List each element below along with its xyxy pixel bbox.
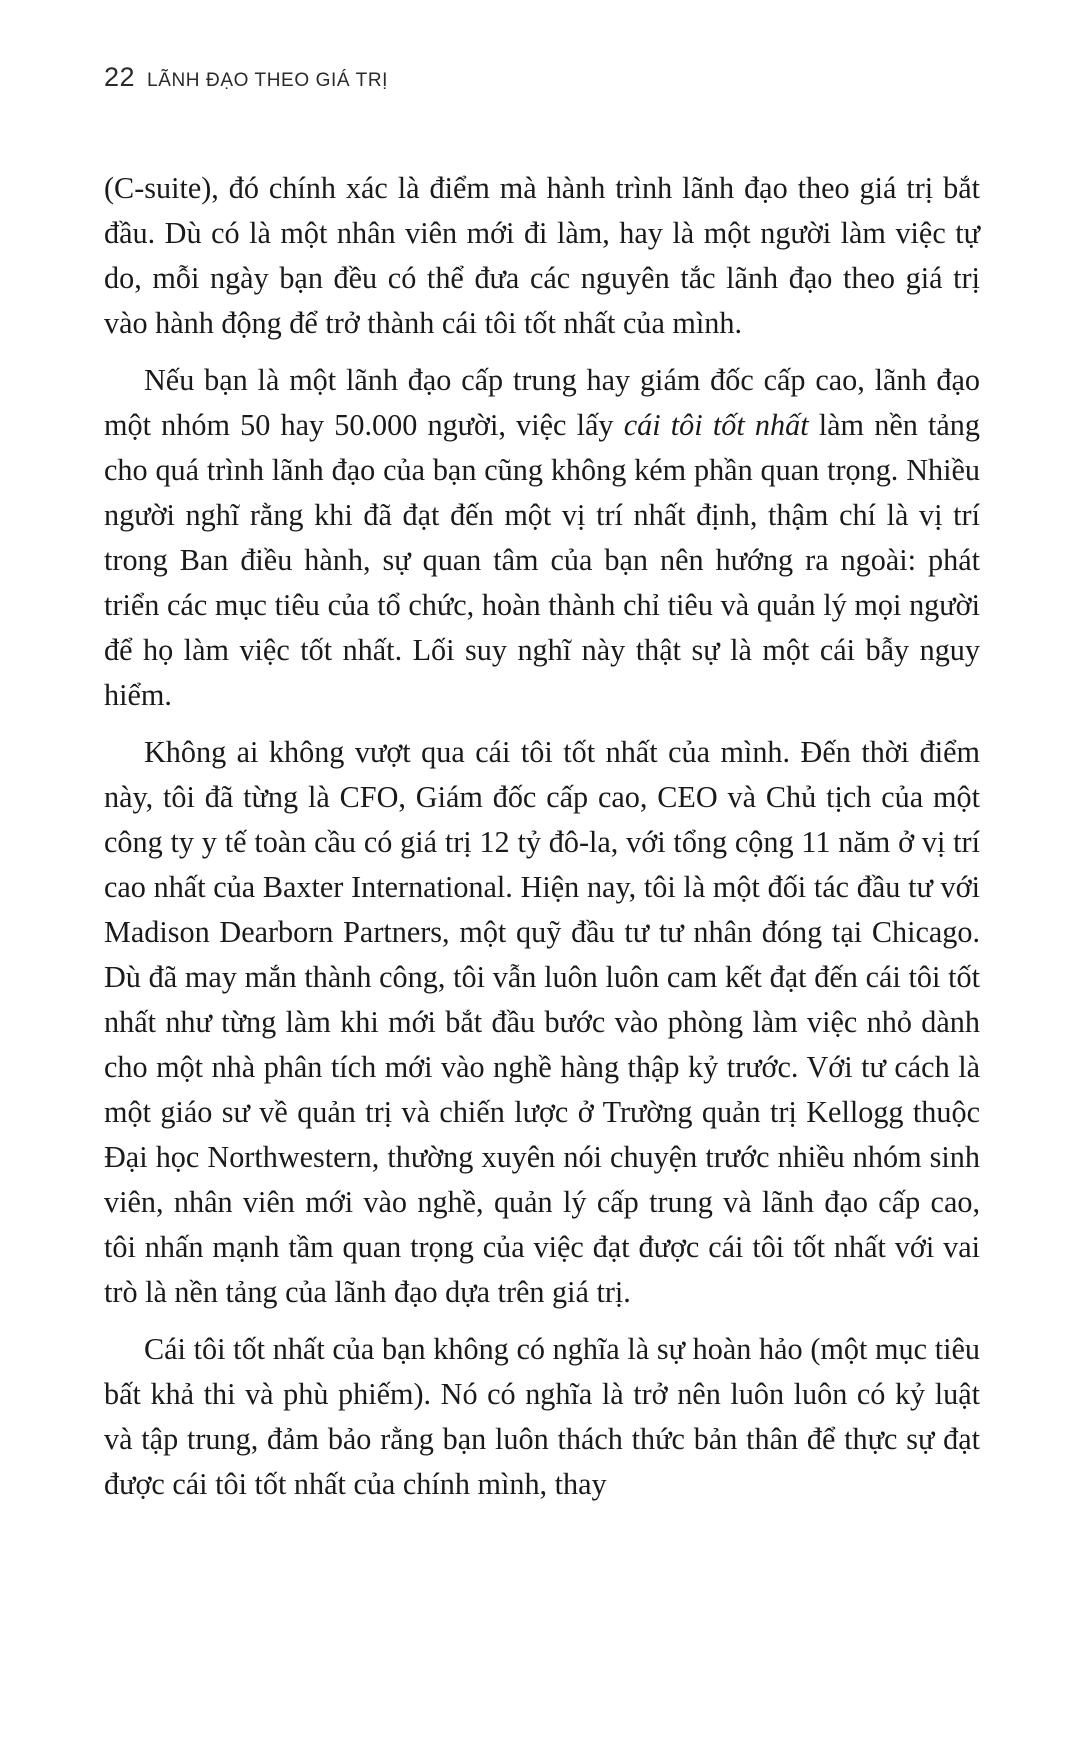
paragraph-2-italic: cái tôi tốt nhất [623, 408, 809, 442]
paragraph-3: Không ai không vượt qua cái tôi tốt nhất của mình. Đến thời điểm này, tôi đã từng là CFO, Giám đốc cấp cao, CEO và Chủ tịch của một công ty y tế toàn cầu có giá trị 12 tỷ đô-la, với tổng cộng 11 năm ở vị trí cao nhất của Baxter International. Hiện nay, tôi là một đối tác đầu tư với Madison Dearborn Partners, một quỹ đầu tư tư nhân đóng tại Chicago. Dù đã may mắn thành công, tôi vẫn luôn luôn cam kết đạt đến cái tôi tốt nhất như từng làm khi mới bắt đầu bước vào phòng làm việc nhỏ dành cho một nhà phân tích mới vào nghề hàng thập kỷ trước. Với tư cách là một giáo sư về quản trị và chiến lược ở Trường quản trị Kellogg thuộc Đại học Northwestern, thường xuyên nói chuyện trước nhiều nhóm sinh viên, nhân viên mới vào nghề, quản lý cấp trung và lãnh đạo cấp cao, tôi nhấn mạnh tầm quan trọng của việc đạt được cái tôi tốt nhất với vai trò là nền tảng của lãnh đạo dựa trên giá trị. [104, 735, 980, 1309]
paragraph-1: (C-suite), đó chính xác là điểm mà hành trình lãnh đạo theo giá trị bắt đầu. Dù có là một nhân viên mới đi làm, hay là một người làm việc tự do, mỗi ngày bạn đều có thể đưa các nguyên tắc lãnh đạo theo giá trị vào hành động để trở thành cái tôi tốt nhất của mình. [104, 171, 980, 340]
book-page [104, 0, 980, 1754]
paragraph-2-after: làm nền tảng cho quá trình lãnh đạo của bạn cũng không kém phần quan trọng. Nhiều người nghĩ rằng khi đã đạt đến một vị trí nhất định, thậm chí là vị trí trong Ban điều hành, sự quan tâm của bạn nên hướng ra ngoài: phát triển các mục tiêu của tổ chức, hoàn thành chỉ tiêu và quản lý mọi người để họ làm việc tốt nhất. Lối suy nghĩ này thật sự là một cái bẫy nguy hiểm. [104, 408, 980, 712]
page-number: 22 [104, 62, 136, 92]
book-title: LÃNH ĐẠO THEO GIÁ TRỊ [147, 70, 389, 91]
running-head [104, 62, 388, 93]
paragraph-2-before: Nếu bạn là một lãnh đạo cấp trung hay giám đốc cấp cao, lãnh đạo một nhóm 50 hay 50.000 người, việc lấy [104, 363, 980, 442]
paragraph-2 [104, 358, 980, 718]
body-text [104, 166, 980, 1519]
paragraph-4: Cái tôi tốt nhất của bạn không có nghĩa là sự hoàn hảo (một mục tiêu bất khả thi và phù phiếm). Nó có nghĩa là trở nên luôn luôn có kỷ luật và tập trung, đảm bảo rằng bạn luôn thách thức bản thân để thực sự đạt được cái tôi tốt nhất của chính mình, thay [104, 1332, 980, 1501]
